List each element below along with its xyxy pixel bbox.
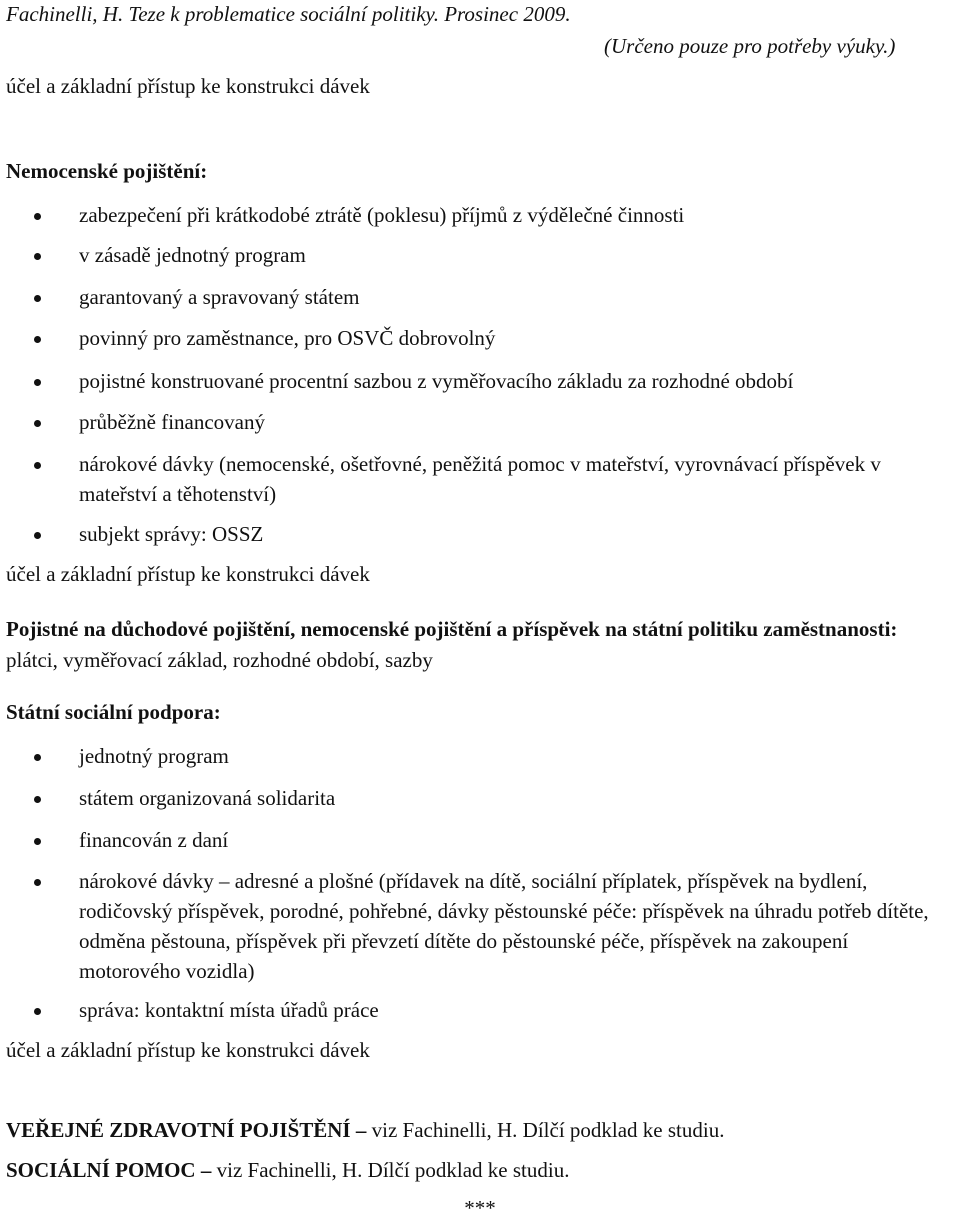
- state-support-heading: Státní sociální podpora:: [6, 700, 221, 724]
- list-item-text: zabezpečení při krátkodobé ztrátě (poklesu) příjmů z výdělečné činnosti: [79, 203, 685, 227]
- purpose-line-3: účel a základní přístup ke konstrukci dávek: [6, 1038, 370, 1062]
- bullet-icon: [34, 336, 41, 343]
- bullet-icon: [34, 754, 41, 761]
- social-aid-reference: viz Fachinelli, H. Dílčí podklad ke studiu.: [211, 1158, 570, 1182]
- bullet-icon: [34, 420, 41, 427]
- social-aid-line: [6, 1158, 569, 1183]
- list-item-text: průběžně financovaný: [79, 410, 265, 434]
- list-item-text: nárokové dávky (nemocenské, ošetřovné, peněžitá pomoc v mateřství, vyrovnávací příspěvek v mateřství a těhotenství): [79, 452, 881, 506]
- list-item-text: nárokové dávky – adresné a plošné (přídavek na dítě, sociální příplatek, příspěvek na bydlení, rodičovský příspěvek, porodné, pohřebné, dávky pěstounské péče: příspěvek na úhradu potřeb dítěte, odměna pěstouna, příspěvek při převzetí dítěte do pěstounské péče, příspěvek na zakoupení motorového vozidla): [79, 869, 929, 983]
- bullet-icon: [34, 295, 41, 302]
- purpose-line-2: účel a základní přístup ke konstrukci dávek: [6, 562, 370, 586]
- list-item-text: povinný pro zaměstnance, pro OSVČ dobrovolný: [79, 326, 496, 350]
- list-item-text: pojistné konstruované procentní sazbou z vyměřovacího základu za rozhodné období: [79, 369, 794, 393]
- health-insurance-line: [6, 1118, 724, 1143]
- bullet-icon: [34, 1008, 41, 1015]
- list-item-text: státem organizovaná solidarita: [79, 786, 336, 810]
- header-usage-note: (Určeno pouze pro potřeby výuky.): [604, 34, 896, 58]
- social-aid-heading: SOCIÁLNÍ POMOC –: [6, 1158, 212, 1182]
- end-mark: ***: [464, 1196, 496, 1220]
- header-citation: Fachinelli, H. Teze k problematice sociální politiky. Prosinec 2009.: [6, 2, 571, 26]
- bullet-icon: [34, 532, 41, 539]
- contributions-paragraph: [6, 614, 950, 676]
- contributions-text: plátci, vyměřovací základ, rozhodné období, sazby: [6, 648, 433, 672]
- contributions-heading: Pojistné na důchodové pojištění, nemocenské pojištění a příspěvek na státní politiku zaměstnanosti:: [6, 617, 898, 641]
- list-item-text: jednotný program: [79, 744, 229, 768]
- health-insurance-reference: viz Fachinelli, H. Dílčí podklad ke studiu.: [366, 1118, 725, 1142]
- bullet-icon: [34, 879, 41, 886]
- bullet-icon: [34, 213, 41, 220]
- purpose-line-1: účel a základní přístup ke konstrukci dávek: [6, 74, 370, 98]
- list-item-text: financován z daní: [79, 828, 229, 852]
- list-item-text: správa: kontaktní místa úřadů práce: [79, 998, 379, 1022]
- bullet-icon: [34, 253, 41, 260]
- bullet-icon: [34, 838, 41, 845]
- list-item-text: v zásadě jednotný program: [79, 243, 306, 267]
- sickness-heading: Nemocenské pojištění:: [6, 159, 208, 183]
- bullet-icon: [34, 379, 41, 386]
- health-insurance-heading: VEŘEJNÉ ZDRAVOTNÍ POJIŠTĚNÍ –: [6, 1118, 367, 1142]
- list-item-text: subjekt správy: OSSZ: [79, 522, 264, 546]
- list-item-text: garantovaný a spravovaný státem: [79, 285, 360, 309]
- bullet-icon: [34, 796, 41, 803]
- bullet-icon: [34, 462, 41, 469]
